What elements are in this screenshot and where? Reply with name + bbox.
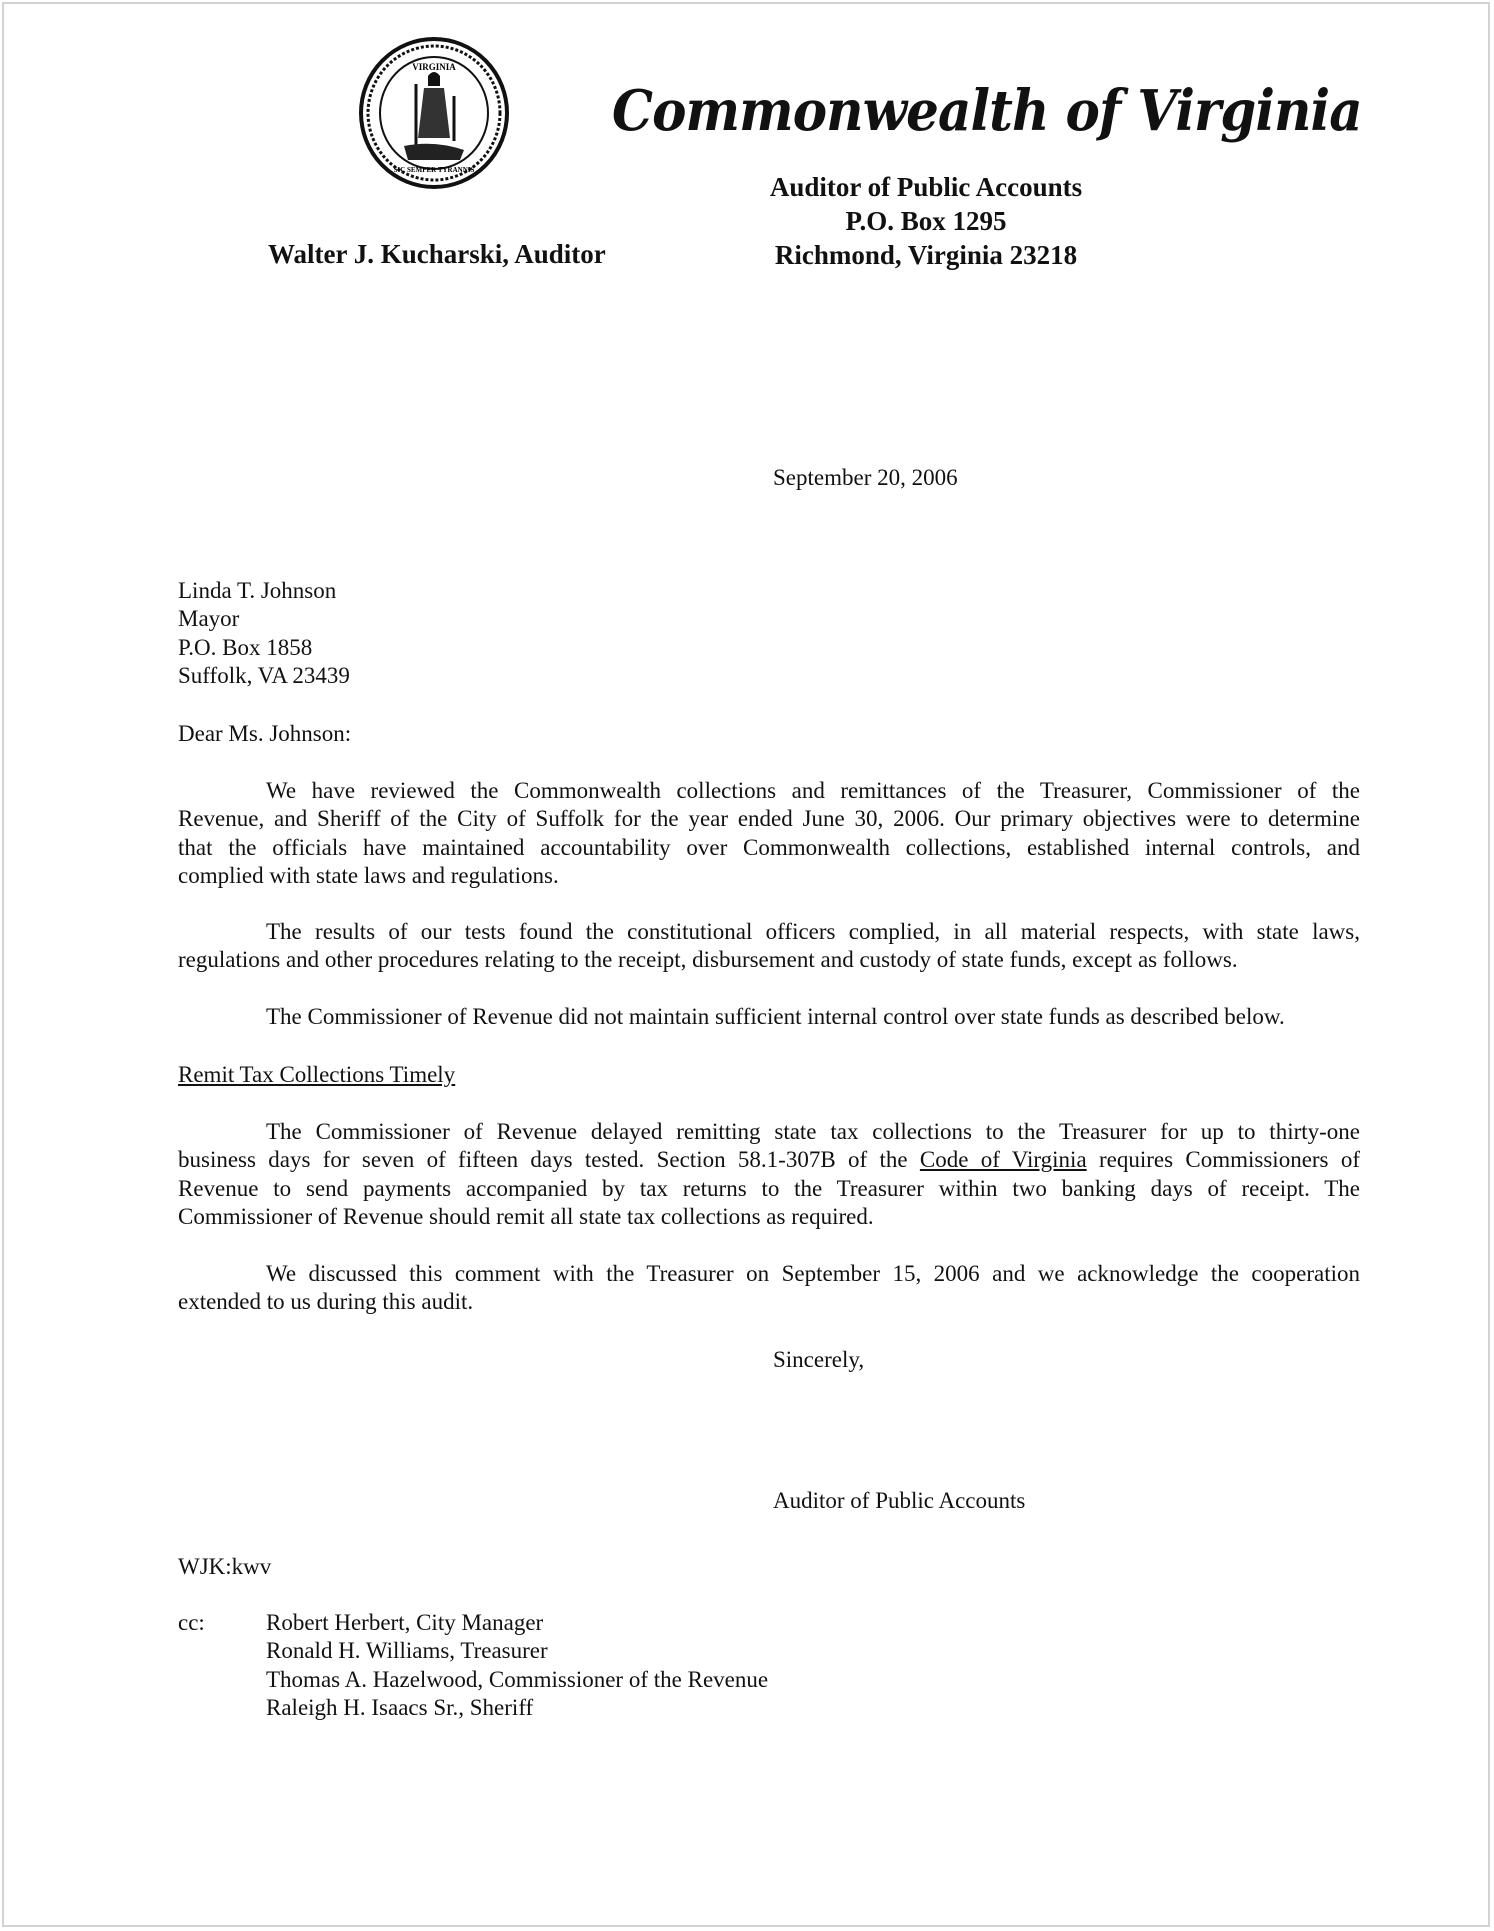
cc-recipient: Ronald H. Williams, Treasurer: [266, 1638, 548, 1664]
text-segment: requires Commissioners of: [1086, 1147, 1360, 1173]
office-name: Auditor of Public Accounts: [769, 172, 1083, 202]
recipient-name: Linda T. Johnson: [178, 578, 337, 603]
paragraph-line: [178, 1146, 1360, 1174]
signature-block: Auditor of Public Accounts: [773, 1488, 1026, 1513]
office-city: Richmond, Virginia 23218: [774, 240, 1078, 270]
auditor-name: Walter J. Kucharski, Auditor: [268, 239, 606, 269]
cc-label: cc:: [178, 1610, 205, 1635]
paragraph-line: Revenue, and Sheriff of the City of Suffolk for the year ended June 30, 2006. Our primary objectives were to determine: [178, 806, 1360, 832]
paragraph-line: extended to us during this audit.: [178, 1289, 474, 1315]
paragraph-line: The results of our tests found the constitutional officers complied, in all material respects, with state laws,: [266, 919, 1360, 944]
svg-text:VIRGINIA: VIRGINIA: [412, 62, 456, 72]
paragraph-line: We discussed this comment with the Treasurer on September 15, 2006 and we acknowledge the cooperation: [266, 1261, 1360, 1286]
code-of-virginia-citation: Code of Virginia: [919, 1147, 1087, 1173]
paragraph-2: [178, 918, 1360, 975]
closing: Sincerely,: [773, 1347, 865, 1372]
virginia-seal-icon: [358, 36, 510, 190]
paragraph-line: The Commissioner of Revenue delayed remitting state tax collections to the Treasurer for up to thirty-one: [266, 1119, 1360, 1144]
letter-date: September 20, 2006: [773, 465, 958, 490]
paragraph-line: regulations and other procedures relating to the receipt, disbursement and custody of state funds, except as follows.: [178, 947, 1238, 973]
cc-recipient: Thomas A. Hazelwood, Commissioner of the Revenue: [266, 1666, 769, 1692]
letterhead-address: [726, 170, 1126, 272]
cc-recipient: Raleigh H. Isaacs Sr., Sheriff: [266, 1695, 534, 1721]
cc-list: [266, 1609, 768, 1723]
cc-recipient: Robert Herbert, City Manager: [266, 1610, 544, 1635]
letterhead-title: Commonwealth of Virginia: [612, 78, 1362, 144]
paragraph-line: The Commissioner of Revenue did not maintain sufficient internal control over state funds as described below.: [266, 1004, 1285, 1029]
text-segment: business days for seven of fifteen days tested. Section 58.1-307B of the: [178, 1147, 920, 1173]
office-po-box: P.O. Box 1295: [845, 206, 1007, 236]
recipient-city: Suffolk, VA 23439: [178, 663, 350, 689]
section-heading: Remit Tax Collections Timely: [178, 1062, 456, 1087]
paragraph-3: [178, 1003, 1360, 1031]
paragraph-5: [178, 1260, 1360, 1317]
paragraph-line: that the officials have maintained accountability over Commonwealth collections, established internal controls, and: [178, 834, 1360, 860]
paragraph-4: [178, 1118, 1360, 1232]
paragraph-line: complied with state laws and regulations.: [178, 863, 559, 889]
reference-initials: WJK:kwv: [178, 1554, 272, 1579]
paragraph-1: [178, 777, 1360, 891]
salutation: Dear Ms. Johnson:: [178, 721, 352, 746]
recipient-address: [178, 577, 350, 691]
paragraph-line: We have reviewed the Commonwealth collections and remittances of the Treasurer, Commissioner of the: [266, 778, 1360, 803]
paragraph-line: Revenue to send payments accompanied by tax returns to the Treasurer within two banking days of receipt. The: [178, 1175, 1360, 1201]
paragraph-line: Commissioner of Revenue should remit all state tax collections as required.: [178, 1204, 874, 1230]
recipient-title: Mayor: [178, 606, 240, 632]
recipient-po-box: P.O. Box 1858: [178, 634, 313, 660]
svg-text:SIC SEMPER TYRANNIS: SIC SEMPER TYRANNIS: [393, 166, 475, 174]
